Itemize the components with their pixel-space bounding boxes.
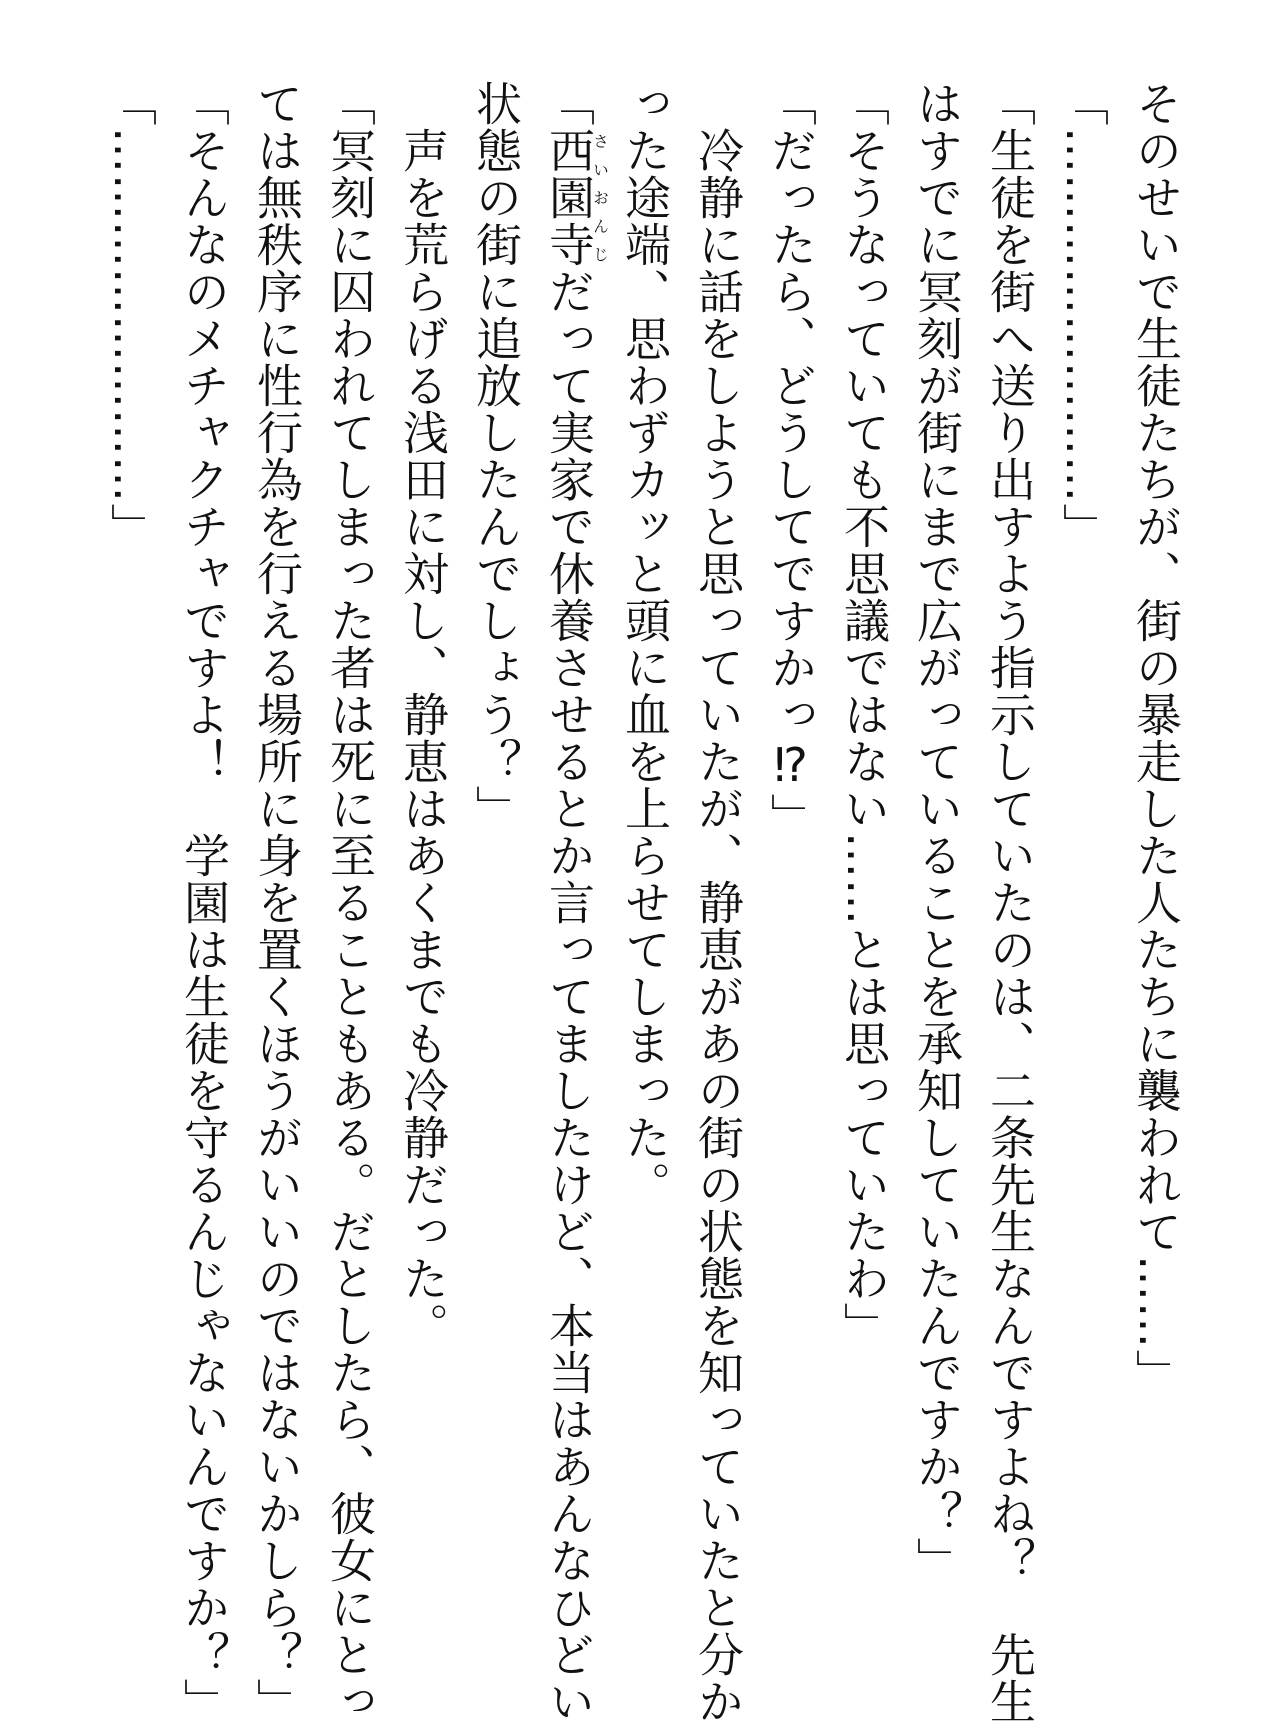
text-line-9-with-ruby [532,80,610,1725]
ruby-saionji [542,127,610,268]
text-line-3: 「生徒を街へ送り出すよう指示していたのは、二条先生なんですよね？ 先生 [983,80,1037,1725]
vertical-text-body [94,80,1192,1725]
text-line-11: 声を荒らげる浅田に対し、静恵はあくまでも冷静だった。 [396,80,450,1349]
text-line-7: 冷静に話をしようと思っていたが、静恵があの街の状態を知っていたと分か [691,80,745,1725]
text-line-1: そのせいで生徒たちが、街の暴走した人たちに襲われて……」 [1129,80,1183,1396]
text-line-5: 「そうなっていても不思議ではない……とは思っていたわ」 [837,80,891,1349]
text-line-2: 「……………………」 [1056,80,1110,550]
text-line-12: 「冥刻に囚われてしまった者は死に至ることもある。だとしたら、彼女にとっ [323,80,377,1725]
text-line-13: ては無秩序に性行為を行える場所に身を置くほうがいいのではないかしら？」 [250,80,304,1725]
ruby-base: 西園寺 [542,127,596,268]
text-line-4: はすでに冥刻が街にまで広がっていることを承知していたんですか？」 [910,80,964,1584]
ruby-reading: さいおんじ [590,127,610,268]
text-line-8: った途端、思わずカッと頭に血を上らせてしまった。 [618,80,672,1208]
text-line-14: 「そんなのメチャクチャですよ！ 学園は生徒を守るんじゃないんですか？」 [177,80,231,1725]
ruby-line-suffix: だって実家で休養させるとか言ってましたけど、本当はあんなひどい [542,268,596,1725]
text-line-6: 「だったら、どうしてですかっ⁉」 [764,80,818,840]
text-line-15: 「……………………」 [104,80,158,550]
ruby-line-prefix: 「 [542,80,596,127]
text-line-10: 状態の街に追放したんでしょう？」 [469,80,523,832]
